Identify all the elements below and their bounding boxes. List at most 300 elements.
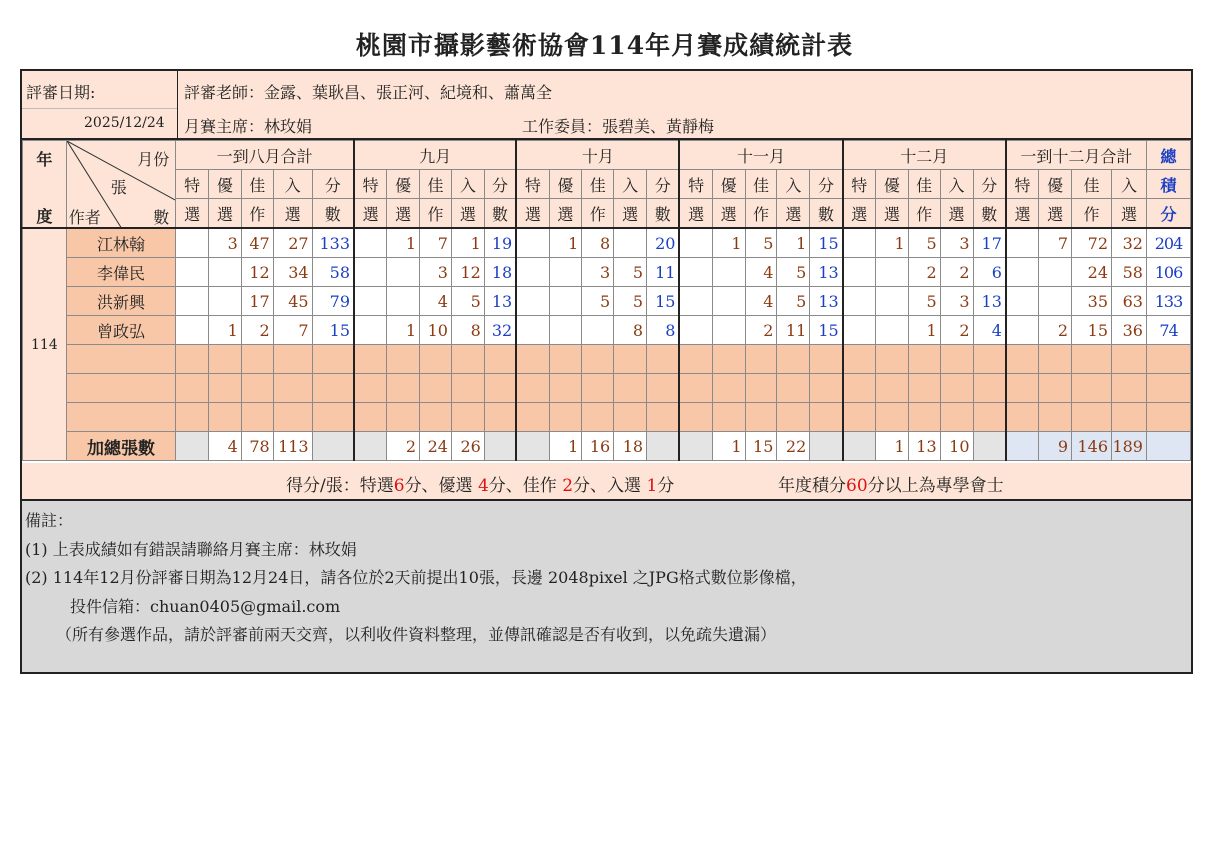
score-cell [614,374,647,403]
score-cell [354,374,387,403]
score-cell [1072,374,1112,403]
score-accepted: 1 [646,476,658,496]
player-name [66,374,175,403]
score-cell [273,345,312,374]
header-row-groups [23,141,1191,170]
score-cell [312,374,354,403]
header-row-subbottom [23,199,1191,229]
score-cell [176,374,209,403]
score-cell [484,345,516,374]
subheader-top: 優 [1039,170,1072,199]
subheader-top: 分 [647,170,680,199]
score-cell [745,374,777,403]
subheader-top: 優 [712,170,745,199]
score-cell [549,403,582,432]
notes-heading: 備註： [25,511,74,530]
subheader-top: 佳 [420,170,452,199]
subheader-bottom: 選 [1039,199,1072,229]
score-cell [875,403,908,432]
subheader-bottom: 選 [679,199,712,229]
score-cell: 13 [484,287,516,316]
header-row-subtop [23,170,1191,199]
score-cell: 133 [312,228,354,258]
sum-cell: 189 [1112,432,1147,461]
score-cell [1072,345,1112,374]
score-cell [549,258,582,287]
corner-count-label: 張 [110,178,127,197]
score-cell [1112,345,1147,374]
total-header-top: 總 [1146,141,1190,170]
score-cell [354,228,387,258]
score-cell [1039,403,1072,432]
score-cell: 3 [940,287,973,316]
sum-cell: 9 [1039,432,1072,461]
score-cell [420,345,452,374]
staff-text: 工作委員：張碧美、黃靜梅 [522,117,715,136]
note-line-4: （所有參選作品，請於評審前兩天交齊，以利收件資料整理，並傳訊確認是否有收到，以免疏失遺漏） [56,625,777,644]
subheader-top: 佳 [745,170,777,199]
score-cell [1039,374,1072,403]
score-cell [582,403,614,432]
subheader-bottom: 選 [209,199,242,229]
score-cell: 12 [451,258,484,287]
score-cell [712,374,745,403]
table-row [23,258,1191,287]
score-cell [777,403,810,432]
subheader-bottom: 選 [1112,199,1147,229]
score-cell: 7 [1039,228,1072,258]
score-cell: 7 [420,228,452,258]
score-cell [875,374,908,403]
table-row [23,374,1191,403]
score-cell [209,258,242,287]
score-cell: 4 [420,287,452,316]
annual-threshold-text: 年度積分60分以上為專學會士 [778,476,1004,496]
sum-cell: 1 [712,432,745,461]
score-cell [312,345,354,374]
score-cell: 34 [273,258,312,287]
score-table [22,140,1191,461]
sum-label: 加總張數 [66,432,175,461]
score-cell [209,403,242,432]
score-cell [549,287,582,316]
score-cell [451,403,484,432]
score-cell [354,287,387,316]
score-cell [1112,374,1147,403]
total-score [1146,345,1190,374]
corner-month-label: 月份 [137,150,170,169]
score-cell [875,316,908,345]
score-cell [1006,403,1039,432]
score-cell: 32 [484,316,516,345]
subheader-bottom: 作 [745,199,777,229]
score-cell [745,403,777,432]
score-cell [614,345,647,374]
score-cell: 15 [810,228,843,258]
score-cell [1006,374,1039,403]
corner-author-label: 作者 [68,208,101,227]
subheader-top: 優 [549,170,582,199]
score-cell [209,287,242,316]
score-cell: 13 [810,258,843,287]
sum-cell: 24 [420,432,452,461]
subheader-top: 優 [209,170,242,199]
score-cell: 20 [647,228,680,258]
score-cell [843,345,876,374]
group-header-dec: 十二月 [843,141,1006,170]
score-cell [209,345,242,374]
group-header-jan-dec: 一到十二月合計 [1006,141,1147,170]
score-cell: 8 [582,228,614,258]
year-cell: 114 [23,228,67,461]
subheader-bottom: 選 [1006,199,1039,229]
subheader-bottom: 選 [777,199,810,229]
score-cell [582,316,614,345]
score-cell: 1 [451,228,484,258]
score-cell: 17 [241,287,273,316]
score-cell: 5 [908,228,940,258]
score-cell [614,403,647,432]
score-cell: 3 [940,228,973,258]
group-header-nov: 十一月 [679,141,842,170]
score-cell [712,403,745,432]
subheader-top: 入 [777,170,810,199]
subheader-bottom: 數 [484,199,516,229]
subheader-top: 入 [940,170,973,199]
score-cell: 1 [549,228,582,258]
subheader-bottom: 數 [810,199,843,229]
sum-cell: 146 [1072,432,1112,461]
score-cell [241,345,273,374]
score-cell [614,228,647,258]
score-cell [875,287,908,316]
score-cell [241,374,273,403]
sum-cell [354,432,387,461]
sum-cell: 18 [614,432,647,461]
score-cell: 4 [973,316,1006,345]
info-divider [177,71,178,138]
score-cell [679,345,712,374]
score-cell: 3 [209,228,242,258]
score-cell: 5 [745,228,777,258]
subheader-bottom: 選 [354,199,387,229]
score-cell: 5 [451,287,484,316]
score-cell: 2 [940,316,973,345]
score-cell [1006,345,1039,374]
judge-date: 2025/12/24 [84,115,165,131]
score-cell [451,345,484,374]
score-cell: 17 [973,228,1006,258]
score-cell [908,374,940,403]
group-header-oct: 十月 [516,141,679,170]
note-line-1: (1) 上表成績如有錯誤請聯絡月賽主席：林玫娟 [25,540,357,559]
score-cell: 5 [777,287,810,316]
subheader-bottom: 數 [312,199,354,229]
score-cell [940,403,973,432]
score-cell [451,374,484,403]
score-cell: 5 [777,258,810,287]
score-cell [843,228,876,258]
score-cell: 5 [614,287,647,316]
score-cell [843,258,876,287]
score-cell [387,374,420,403]
score-cell: 11 [647,258,680,287]
player-name: 李偉民 [66,258,175,287]
score-cell [273,374,312,403]
subheader-bottom: 選 [712,199,745,229]
score-cell [843,287,876,316]
score-cell: 2 [1039,316,1072,345]
score-cell [679,316,712,345]
score-cell [973,345,1006,374]
score-cell [387,258,420,287]
score-cell [312,403,354,432]
judge-date-label: 評審日期: [26,83,96,102]
score-cell [1039,345,1072,374]
score-cell [843,403,876,432]
score-honorable: 2 [562,476,574,496]
sum-cell: 13 [908,432,940,461]
score-cell [679,403,712,432]
score-cell [810,403,843,432]
corner-num-label: 數 [153,208,170,227]
score-cell [516,316,549,345]
score-cell: 58 [312,258,354,287]
subheader-top: 特 [843,170,876,199]
score-cell [354,345,387,374]
score-cell [516,345,549,374]
score-cell: 63 [1112,287,1147,316]
score-cell [516,228,549,258]
score-cell [387,345,420,374]
subheader-top: 特 [516,170,549,199]
subheader-bottom: 選 [273,199,312,229]
score-cell [176,287,209,316]
score-cell [908,403,940,432]
score-cell [549,345,582,374]
subheader-bottom: 作 [420,199,452,229]
score-cell: 2 [745,316,777,345]
total-score [1146,374,1190,403]
player-name: 洪新興 [66,287,175,316]
subheader-top: 佳 [1072,170,1112,199]
subheader-bottom: 作 [241,199,273,229]
score-cell [176,316,209,345]
score-cell [777,345,810,374]
score-cell [1072,403,1112,432]
score-cell: 15 [312,316,354,345]
score-cell [484,403,516,432]
sum-cell [973,432,1006,461]
score-cell: 7 [273,316,312,345]
score-cell [516,258,549,287]
subheader-bottom: 選 [549,199,582,229]
score-cell [484,374,516,403]
score-cell: 8 [614,316,647,345]
subheader-top: 佳 [241,170,273,199]
player-name [66,345,175,374]
page-title: 桃園市攝影藝術協會114年月賽成績統計表 [355,31,854,60]
score-cell: 2 [241,316,273,345]
score-cell [647,403,680,432]
score-cell [516,287,549,316]
subheader-bottom: 數 [647,199,680,229]
sum-cell: 113 [273,432,312,461]
info-header [22,71,1191,140]
score-cell: 3 [420,258,452,287]
score-cell [940,345,973,374]
score-cell [875,258,908,287]
sum-cell: 1 [549,432,582,461]
subheader-top: 分 [973,170,1006,199]
score-cell [241,403,273,432]
score-cell [810,345,843,374]
score-cell: 12 [241,258,273,287]
score-cell [1006,316,1039,345]
score-cell: 15 [810,316,843,345]
score-cell: 1 [908,316,940,345]
subheader-bottom: 數 [973,199,1006,229]
score-cell [176,403,209,432]
score-cell [1039,258,1072,287]
score-cell [647,345,680,374]
score-cell: 13 [973,287,1006,316]
score-cell: 4 [745,258,777,287]
score-cell [647,374,680,403]
score-cell: 72 [1072,228,1112,258]
corner-header [66,141,175,229]
sum-cell [484,432,516,461]
score-cell [908,345,940,374]
sum-cell: 10 [940,432,973,461]
score-cell: 18 [484,258,516,287]
score-cell: 5 [582,287,614,316]
score-cell [549,374,582,403]
total-score: 74 [1146,316,1190,345]
subheader-bottom: 選 [387,199,420,229]
sum-cell: 26 [451,432,484,461]
subheader-top: 特 [1006,170,1039,199]
score-cell [1039,287,1072,316]
total-header-bottom: 分 [1146,199,1190,229]
player-name [66,403,175,432]
subheader-top: 入 [614,170,647,199]
group-header-sep: 九月 [354,141,516,170]
score-cell [1006,258,1039,287]
score-cell [176,258,209,287]
group-header-jan-aug: 一到八月合計 [176,141,354,170]
total-score [1146,403,1190,432]
score-cell: 10 [420,316,452,345]
sum-cell [843,432,876,461]
score-cell [712,287,745,316]
score-cell: 79 [312,287,354,316]
score-cell: 5 [908,287,940,316]
judges-text: 評審老師：金露、葉耿昌、張正河、紀境和、蕭萬全 [184,83,553,102]
table-row [23,316,1191,345]
score-cell: 1 [712,228,745,258]
info-subdivider [22,108,177,109]
table-row [23,228,1191,258]
score-cell: 45 [273,287,312,316]
score-cell: 24 [1072,258,1112,287]
chair-text: 月賽主席：林玫娟 [184,117,313,136]
sum-cell: 22 [777,432,810,461]
sum-cell: 15 [745,432,777,461]
sum-total [1146,432,1190,461]
year-header: 年 度 [23,141,67,229]
score-cell [712,258,745,287]
score-cell [679,287,712,316]
note-line-3: 投件信箱：chuan0405@gmail.com [70,597,341,616]
score-cell: 47 [241,228,273,258]
subheader-top: 特 [354,170,387,199]
subheader-top: 入 [451,170,484,199]
score-cell [209,374,242,403]
score-cell: 1 [387,228,420,258]
score-cell [745,345,777,374]
score-cell: 4 [745,287,777,316]
subheader-bottom: 選 [451,199,484,229]
score-excellent: 4 [477,476,489,496]
score-cell: 11 [777,316,810,345]
score-cell [679,374,712,403]
notes-section [22,501,1191,672]
score-cell [516,374,549,403]
scoring-text: 得分/張：特選6分、優選 4分、佳作 2分、入選 1分 [286,476,675,496]
subheader-top: 特 [176,170,209,199]
subheader-bottom: 作 [908,199,940,229]
subheader-bottom: 選 [176,199,209,229]
score-cell: 8 [647,316,680,345]
score-cell: 19 [484,228,516,258]
score-cell [420,403,452,432]
annual-threshold-number: 60 [846,476,868,496]
score-cell [387,287,420,316]
subheader-bottom: 作 [582,199,614,229]
score-cell: 5 [614,258,647,287]
score-cell: 36 [1112,316,1147,345]
score-cell [1006,228,1039,258]
score-cell: 3 [582,258,614,287]
score-cell [582,345,614,374]
score-cell [973,374,1006,403]
player-name: 曾政弘 [66,316,175,345]
player-name: 江林翰 [66,228,175,258]
score-cell [354,258,387,287]
subheader-top: 佳 [582,170,614,199]
score-cell [420,374,452,403]
sum-cell: 4 [209,432,242,461]
score-cell [549,316,582,345]
score-cell: 1 [209,316,242,345]
subheader-bottom: 選 [875,199,908,229]
subheader-bottom: 選 [940,199,973,229]
sum-cell: 78 [241,432,273,461]
score-sheet [20,69,1193,674]
subheader-top: 佳 [908,170,940,199]
score-cell: 13 [810,287,843,316]
score-special: 6 [393,476,405,496]
subheader-top: 特 [679,170,712,199]
sum-cell: 1 [875,432,908,461]
score-cell: 6 [973,258,1006,287]
total-score: 106 [1146,258,1190,287]
scoring-legend [22,463,1191,501]
score-cell [1112,403,1147,432]
sum-cell: 2 [387,432,420,461]
sum-cell [1006,432,1039,461]
